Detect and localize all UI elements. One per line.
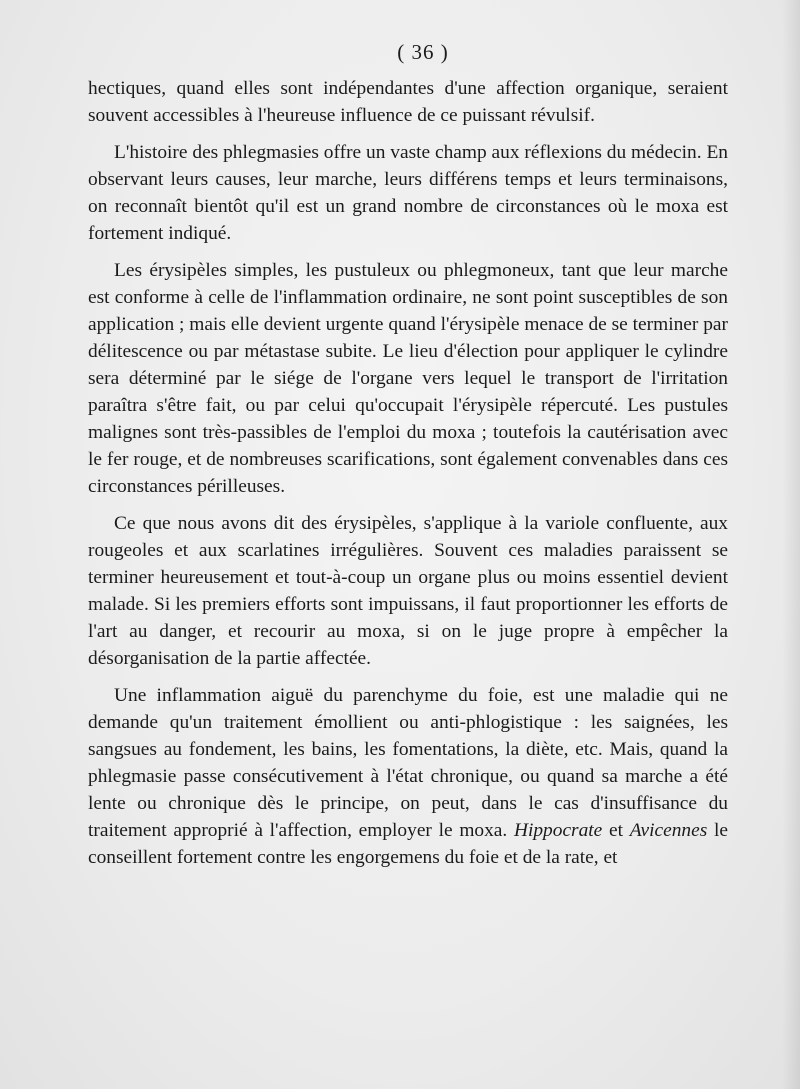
- paragraph-5-text-middle: et: [602, 820, 630, 841]
- page-number: ( 36 ): [397, 40, 449, 64]
- paragraph-1: hectiques, quand elles sont indépendantes d'une affection organique, seraient souvent accessibles à l'heureuse influence de ce puissant révulsif.: [88, 78, 728, 126]
- paragraph-2: L'histoire des phlegmasies offre un vaste champ aux réflexions du médecin. En observant leurs causes, leur marche, leurs différens temps et leurs terminaisons, on reconnaît bientôt qu'il est un grand nombre de circonstances où le moxa est fortement indiqué.: [88, 142, 728, 244]
- italic-name-avicennes: Avicennes: [629, 820, 708, 841]
- page-body: [88, 75, 728, 871]
- paragraph-5-text-after: le conseillent fortement contre les engorgemens du foie et de la rate, et: [88, 820, 728, 868]
- italic-name-hippocrate: Hippocrate: [513, 820, 603, 841]
- paragraph-5-text-before: Une inflammation aiguë du parenchyme du foie, est une maladie qui ne demande qu'un traitement émollient ou anti-phlogistique : les saignées, les sangsues au fondement, les bains, les fomentations, la diète, etc. Mais, quand la phlegmasie passe consécutivement à l'état chronique, ou quand sa marche a été lente ou chronique dès le principe, on peut, dans le cas d'insuffisance du traitement approprié à l'affection, employer le moxa.: [88, 685, 728, 841]
- paragraph-4: Ce que nous avons dit des érysipèles, s'applique à la variole confluente, aux rougeoles et aux scarlatines irrégulières. Souvent ces maladies paraissent se terminer heureusement et tout-à-coup un organe plus ou moins essentiel devient malade. Si les premiers efforts sont impuissans, il faut proportionner les efforts de l'art au danger, et recourir au moxa, si on le juge propre à empêcher la désorganisation de la partie affectée.: [88, 513, 728, 669]
- paragraph-3: Les érysipèles simples, les pustuleux ou phlegmoneux, tant que leur marche est conforme à celle de l'inflammation ordinaire, ne sont point susceptibles de son application ; mais elle devient urgente quand l'érysipèle menace de se terminer par délitescence ou par métastase subite. Le lieu d'élection pour appliquer le cylindre sera déterminé par le siége de l'organe vers lequel le transport de l'irritation paraîtra s'être fait, ou par celui qu'occupait l'érysipèle répercuté. Les pustules malignes sont très-passibles de l'emploi du moxa ; toutefois la cautérisation avec le fer rouge, et de nombreuses scarifications, sont également convenables dans ces circonstances périlleuses.: [88, 260, 728, 497]
- paragraph-5: [88, 682, 728, 871]
